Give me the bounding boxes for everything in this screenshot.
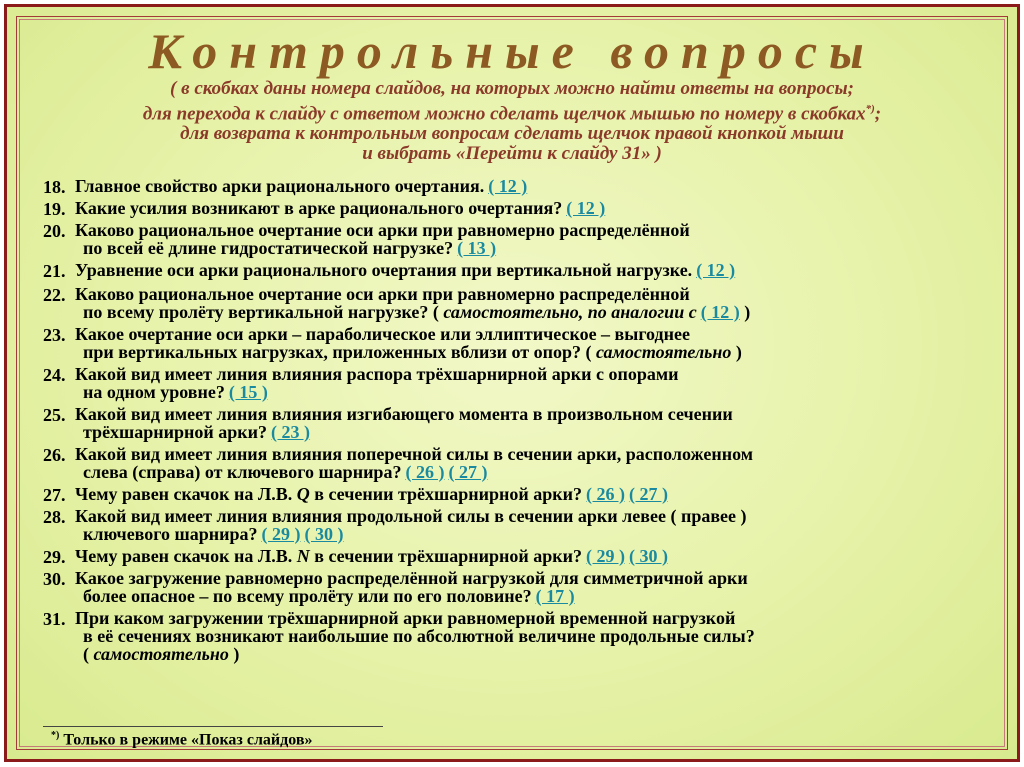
question-text: (	[83, 644, 89, 664]
question-text: Какой вид имеет линия влияния изгибающего момента в произвольном сечении	[75, 404, 733, 424]
question-number: 31.	[43, 609, 66, 629]
footnote-marker: *)	[865, 103, 875, 115]
question-text: ключевого шарнира?	[83, 524, 258, 544]
question-line	[75, 383, 997, 401]
subtitle-line-2-text: для перехода к слайду с ответом можно сделать щелчок мышью по номеру в скобках	[142, 103, 866, 125]
question-item	[43, 507, 997, 543]
question-text: Какие усилия возникают в арке рационального очертания?	[75, 198, 563, 218]
question-item	[43, 405, 997, 441]
question-line	[75, 445, 997, 463]
question-number: 20.	[43, 221, 66, 241]
slide-link[interactable]: ( 12 )	[696, 260, 736, 280]
question-text: по всей её длине гидростатической нагрузке?	[83, 238, 454, 258]
question-text: на одном уровне?	[83, 382, 225, 402]
question-text: трёхшарнирной арки?	[83, 422, 268, 442]
question-text: Чему равен скачок на Л.В.	[75, 546, 293, 566]
question-item	[43, 569, 997, 605]
question-item	[43, 199, 997, 217]
question-line	[75, 325, 997, 343]
question-text: Какой вид имеет линия влияния поперечной силы в сечении арки, расположенном	[75, 444, 754, 464]
question-text: при вертикальных нагрузках, приложенных вблизи от опор? (	[83, 342, 592, 362]
slide-link[interactable]: ( 12 )	[700, 302, 740, 322]
slide-link[interactable]: ( 17 )	[535, 586, 575, 606]
slide-link[interactable]: ( 27 )	[628, 484, 668, 504]
question-line	[75, 285, 997, 303]
question-number: 30.	[43, 569, 66, 589]
question-line	[75, 423, 997, 441]
question-item	[43, 177, 997, 195]
question-number: 27.	[43, 485, 66, 505]
question-line	[75, 507, 997, 525]
question-line	[75, 405, 997, 423]
slide-link[interactable]: ( 12 )	[566, 198, 606, 218]
question-text-tail: )	[228, 644, 240, 664]
slide-link[interactable]: ( 12 )	[488, 176, 528, 196]
question-item	[43, 445, 997, 481]
question-item	[43, 547, 997, 565]
question-line	[75, 609, 997, 627]
slide-link[interactable]: ( 29 )	[261, 524, 301, 544]
question-item	[43, 485, 997, 503]
question-item	[43, 325, 997, 361]
question-text: Какое загружение равномерно распределённой нагрузкой для симметричной арки	[75, 568, 748, 588]
question-number: 21.	[43, 261, 66, 281]
subtitle-line-1: ( в скобках даны номера слайдов, на которых можно найти ответы на вопросы;	[170, 78, 854, 99]
question-line	[75, 303, 997, 321]
question-line	[75, 525, 997, 543]
question-text: Каково рациональное очертание оси арки при равномерно распределённой	[75, 220, 690, 240]
slide-link[interactable]: ( 30 )	[628, 546, 668, 566]
question-line	[75, 261, 997, 279]
question-item	[43, 285, 997, 321]
questions-list	[43, 173, 997, 663]
question-number: 22.	[43, 285, 66, 305]
question-number: 18.	[43, 177, 66, 197]
subtitle-line-3: для возврата к контрольным вопросам сделать щелчок правой кнопкой мыши	[180, 123, 844, 145]
question-number: 19.	[43, 199, 66, 219]
subtitle-line-4: и выбрать «Перейти к слайду 31» )	[362, 143, 662, 165]
slide-link[interactable]: ( 23 )	[271, 422, 311, 442]
question-text-tail: )	[731, 342, 742, 362]
question-text: в её сечениях возникают наибольшие по абсолютной величине продольные силы?	[83, 626, 755, 646]
footnote-mark: *)	[51, 730, 60, 741]
slide-link[interactable]: ( 15 )	[228, 382, 268, 402]
subtitle-line-2	[27, 99, 997, 124]
question-line	[75, 485, 997, 503]
slide-link[interactable]: ( 13 )	[457, 238, 497, 258]
page-title: Контрольные вопросы	[148, 23, 876, 79]
question-number: 23.	[43, 325, 66, 345]
question-line	[75, 365, 997, 383]
question-text: слева (справа) от ключевого шарнира?	[83, 462, 402, 482]
question-item	[43, 365, 997, 401]
question-text: Чему равен скачок на Л.В.	[75, 484, 293, 504]
question-text: в сечении трёхшарнирной арки?	[309, 484, 582, 504]
question-item	[43, 261, 997, 279]
question-text: Каково рациональное очертание оси арки при равномерно распределённой	[75, 284, 690, 304]
question-text-tail: )	[739, 302, 751, 322]
question-italic-note: самостоятельно, по аналогии с	[438, 302, 697, 322]
slide-link[interactable]: ( 30 )	[304, 524, 344, 544]
slide-link[interactable]: ( 26 )	[585, 484, 625, 504]
footnote-text: Только в режиме «Показ слайдов»	[63, 731, 313, 749]
question-italic-note: самостоятельно	[591, 342, 732, 362]
question-text: Какое очертание оси арки – параболическое или эллиптическое – выгоднее	[75, 324, 690, 344]
question-text: по всему пролёту вертикальной нагрузке? (	[83, 302, 439, 322]
question-line	[75, 221, 997, 239]
question-line	[75, 239, 997, 257]
question-symbol: Q	[292, 484, 310, 504]
question-text: Какой вид имеет линия влияния распора трёхшарнирной арки с опорами	[75, 364, 679, 384]
question-line	[75, 199, 997, 217]
question-number: 24.	[43, 365, 66, 385]
question-italic-note: самостоятельно	[89, 644, 229, 664]
subtitle-line-2-end: ;	[874, 103, 882, 125]
slide-link[interactable]: ( 26 )	[405, 462, 445, 482]
question-line	[75, 547, 997, 565]
question-text: Главное свойство арки рационального очертания.	[75, 176, 485, 196]
question-line	[75, 343, 997, 361]
slide-link[interactable]: ( 29 )	[585, 546, 625, 566]
question-item	[43, 221, 997, 257]
slide	[4, 4, 1020, 762]
question-text: При каком загружении трёхшарнирной арки равномерной временной нагрузкой	[75, 608, 736, 628]
question-text: в сечении трёхшарнирной арки?	[309, 546, 582, 566]
question-text: более опасное – по всему пролёту или по его половине?	[83, 586, 532, 606]
question-line	[75, 177, 997, 195]
question-symbol: N	[292, 546, 310, 566]
question-line	[75, 627, 997, 645]
question-line	[75, 569, 997, 587]
question-line	[75, 463, 997, 481]
question-number: 29.	[43, 547, 66, 567]
question-item	[43, 609, 997, 663]
question-text: Какой вид имеет линия влияния продольной силы в сечении арки левее ( правее )	[75, 506, 747, 526]
question-number: 26.	[43, 445, 66, 465]
slide-link[interactable]: ( 27 )	[448, 462, 488, 482]
question-number: 28.	[43, 507, 66, 527]
question-line	[75, 645, 997, 663]
question-number: 25.	[43, 405, 66, 425]
question-text: Уравнение оси арки рационального очертания при вертикальной нагрузке.	[75, 260, 693, 280]
footnote	[51, 730, 312, 749]
question-line	[75, 587, 997, 605]
footnote-divider	[43, 726, 383, 727]
subtitle	[27, 79, 997, 164]
